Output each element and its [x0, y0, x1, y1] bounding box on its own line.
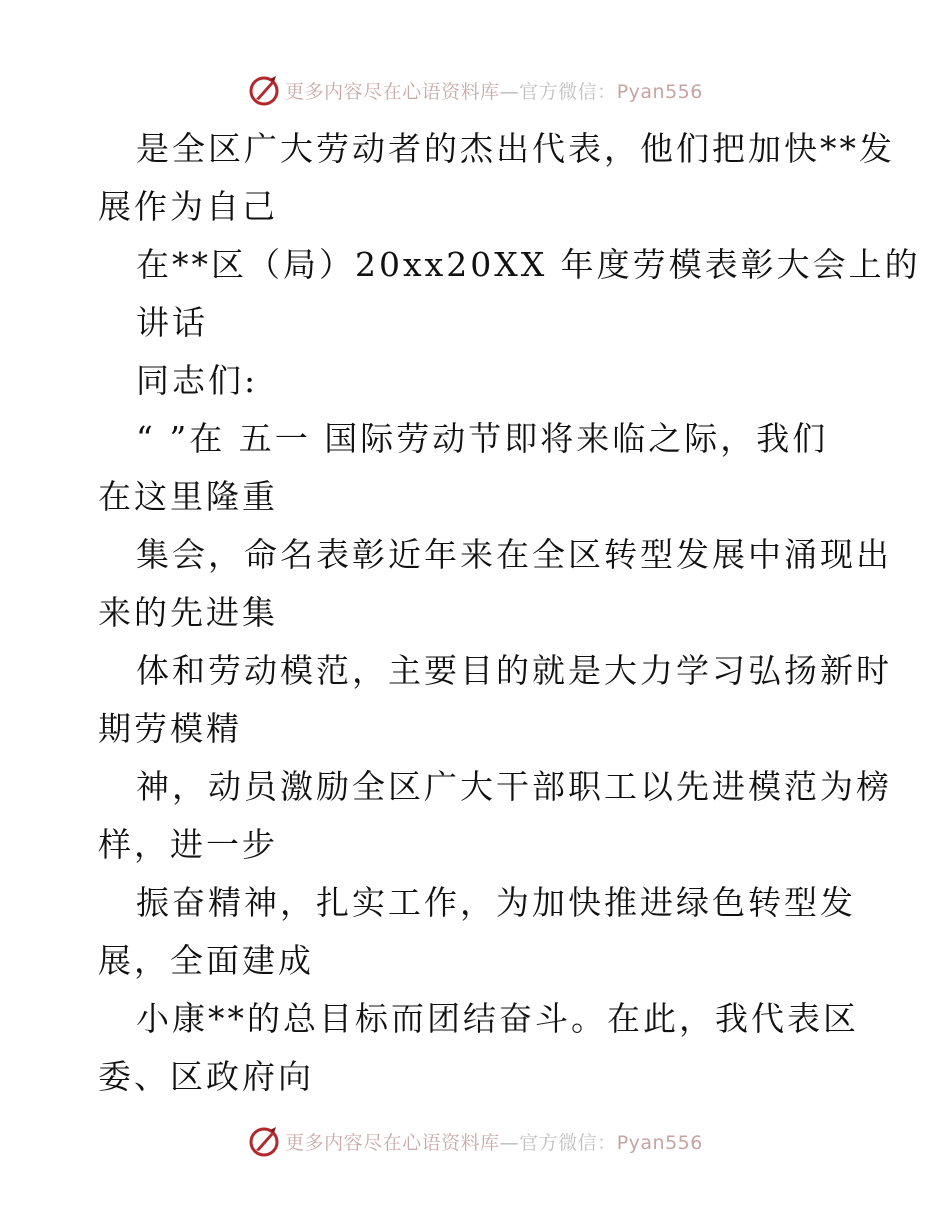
paragraph-line: 小康**的总目标而团结奋斗。在此，我代表区: [136, 999, 859, 1038]
paragraph-line: 振奋精神，扎实工作，为加快推进绿色转型发: [136, 883, 856, 922]
paragraph-line: 样，进一步: [98, 825, 278, 864]
banner-separator: —: [499, 80, 520, 103]
banner-official-label: 官方微信：: [519, 1131, 617, 1154]
paragraph-line: 在**区（局）20xx20XX 年度劳模表彰大会上的: [136, 245, 921, 284]
quill-circle-logo-icon: [247, 1124, 281, 1158]
banner-contact-id: Pyan556: [616, 1131, 703, 1154]
paragraph-line: 展，全面建成: [98, 941, 314, 980]
paragraph-line: 集会，命名表彰近年来在全区转型发展中涌现出: [136, 535, 892, 574]
footer-watermark-banner: [0, 1121, 950, 1161]
banner-contact-id: Pyan556: [616, 80, 703, 103]
paragraph-line: 同志们:: [136, 361, 259, 400]
quill-circle-logo-icon: [247, 73, 281, 107]
paragraph-line: 展作为自己: [98, 187, 278, 226]
paragraph-line: 来的先进集: [98, 593, 278, 632]
paragraph-line: 讲话: [136, 303, 208, 342]
document-body: [98, 120, 921, 1106]
banner-official-label: 官方微信：: [519, 80, 617, 103]
header-watermark-banner: [0, 70, 950, 110]
paragraph-line: 神，动员激励全区广大干部职工以先进模范为榜: [136, 767, 892, 806]
paragraph-line: 委、区政府向: [98, 1057, 314, 1096]
paragraph-line: 体和劳动模范，主要目的就是大力学习弘扬新时: [136, 651, 892, 690]
banner-separator: —: [499, 1131, 520, 1154]
paragraph-line: 是全区广大劳动者的杰出代表，他们把加快**发: [136, 129, 895, 168]
paragraph-line: 在这里隆重: [98, 477, 278, 516]
paragraph-line: 期劳模精: [98, 709, 242, 748]
banner-brand-text: 更多内容尽在心语资料库: [285, 80, 500, 103]
paragraph-line: “ ”在 五一 国际劳动节即将来临之际，我们: [136, 419, 829, 458]
banner-brand-text: 更多内容尽在心语资料库: [285, 1131, 500, 1154]
